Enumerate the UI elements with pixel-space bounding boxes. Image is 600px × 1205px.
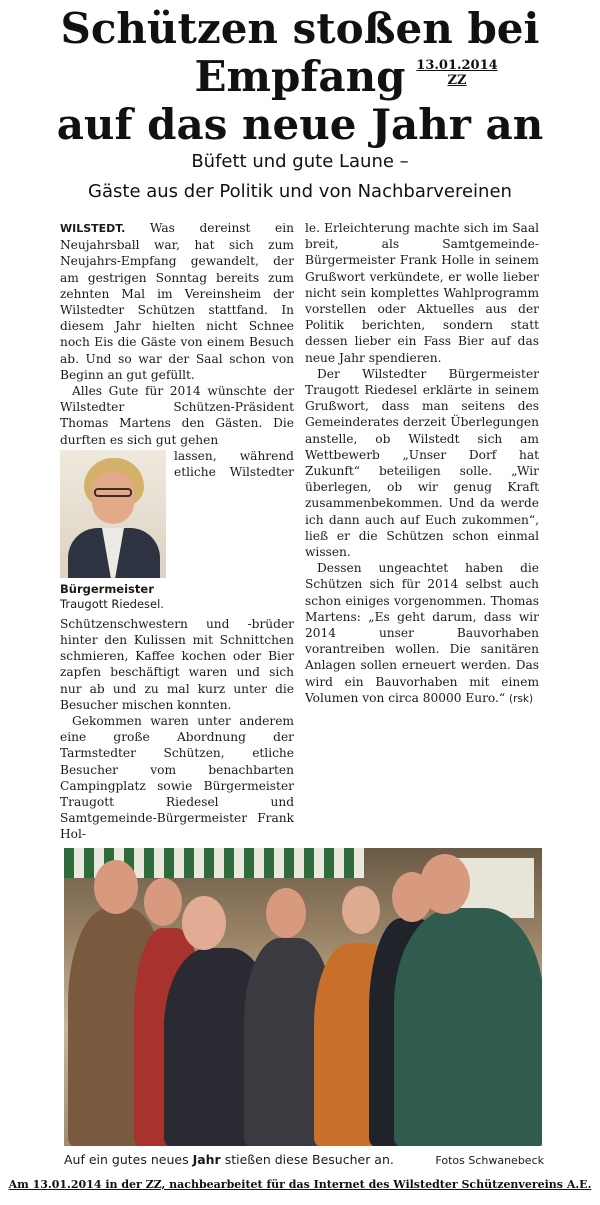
photo-caption-bold: Jahr [192,1152,221,1167]
article-p1-text: Was dereinst ein Neujahrsball war, hat sich zum Neujahrs-Empfang gewandelt, der am gestrigen Sonntag bereits zum zehnten Mal im Vereinsheim der Wilstedter Schützen stattfand. In diesem Jahr hielten nicht Schnee noch Eis die Gäste von einem Besuch ab. Und so war der Saal schon von Beginn an gut gefüllt. [60,221,294,382]
portrait-caption [60,582,166,612]
article-paragraph-1 [60,220,294,383]
headline-line-2: Empfang [194,52,406,101]
article-paragraph-4: le. Erleichterung machte sich im Saal breit, als Samtgemeinde-Bürgermeister Frank Holle in seinem Grußwort verkündete, er wolle lieber nicht sein komplettes Wahlprogramm vorstellen oder Aktuelles aus der Politik berichten, sondern statt dessen lieber ein Fass Bier auf das neue Jahr spendieren. [305,221,539,365]
article-paragraph-5: Der Wilstedter Bürgermeister Traugott Riedesel erklärte in seinem Grußwort, dass man seitens des Gemeinderates derzeit Überlegungen anstelle, ob Wilstedt sich am Wettbewerb „Unser Dorf hat Zukunft“ beteiligen solle. „Wir überlegen, ob wir genug Kraft zusammenbekommen. Und da werde ich dann auch auf Euch zukommen“, ließ er die Schützen schon einmal wissen. [305,366,539,560]
subheadline-line-1: Büfett und gute Laune – [191,151,409,172]
portrait-caption-title: Bürgermeister [60,581,154,596]
article-paragraph-6 [305,560,539,707]
subheadline-line-2: Gäste aus der Politik und von Nachbarvereinen [88,181,512,202]
dateline [414,58,500,88]
article-column-1 [60,220,294,843]
dateline-source: ZZ [447,73,467,88]
article-p6-text: Dessen ungeachtet haben die Schützen sich für 2014 selbst auch schon einiges vorgenommen. Thomas Martens: „Es geht darum, dass wir 2014 unser Bauvorhaben vorantreiben wollen. Die sanitären Anlagen sollen erneuert werden. Das wird ein Bauvorhaben mit einem Volumen von circa 80000 Euro.“ [305,561,539,705]
headline-line-3: auf das neue Jahr an [56,100,544,149]
dateline-date: 13.01.2014 [416,58,498,73]
photo-caption-post: stießen diese Besucher an. [220,1152,394,1167]
portrait-figure [60,450,166,612]
article-paragraph-3: Gekommen waren unter anderem eine große Abordnung der Tarmstedter Schützen, etliche Besucher vom benachbarten Campingplatz sowie Bürgermeister Traugott Riedesel und Samtgemeinde-Bürgermeister Frank Hol- [60,714,294,842]
footer-note: Am 13.01.2014 in der ZZ, nachbearbeitet für das Internet des Wilstedter Schützenvereins A.E. [8,1178,592,1191]
portrait-photo [60,450,166,578]
article-column-2 [305,220,539,707]
photo-credit: Fotos Schwanebeck [435,1154,544,1167]
group-photo [64,848,542,1146]
article-author: (rsk) [509,692,534,705]
photo-caption-pre: Auf ein gutes neues [64,1152,193,1167]
portrait-caption-name: Traugott Riedesel. [60,596,164,611]
headline-line-1: Schützen stoßen bei [60,4,540,53]
article-paragraph-2a: Alles Gute für 2014 wünschte der Wilstedter Schützen-Präsident Thomas Martens den Gästen. Die durften es sich gut gehen [60,384,294,447]
article-paragraph-2b: lassen, während etliche Wilstedter Schützenschwestern und -brüder hinter den Kulissen mit Schnittchen schmieren, Kaffee kochen oder Bier zapfen beschäftigt waren und sich nur ab und zu mal kurz unter die Besucher mischen konnten. [60,448,294,712]
article-city: WILSTEDT. [60,222,126,235]
